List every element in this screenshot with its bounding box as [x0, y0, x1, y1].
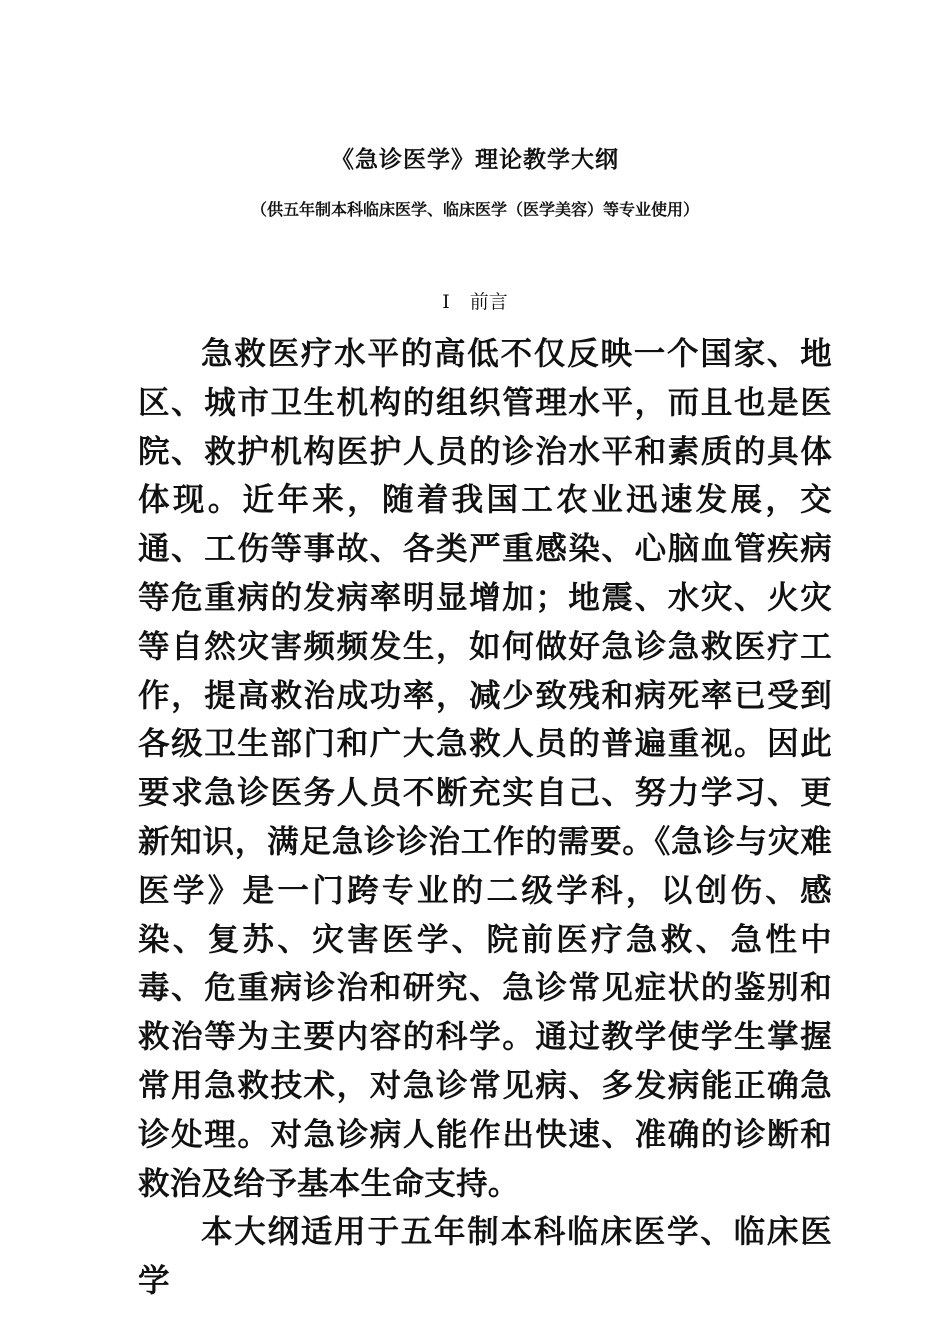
- body-text: [138, 330, 832, 1306]
- paragraph: 急救医疗水平的高低不仅反映一个国家、地区、城市卫生机构的组织管理水平，而且也是医院、救护机构医护人员的诊治水平和素质的具体体现。近年来，随着我国工农业迅速发展，交通、工伤等事故、各类严重感染、心脑血管疾病等危重病的发病率明显增加；地震、水灾、火灾等自然灾害频频发生，如何做好急诊急救医疗工作，提高救治成功率，减少致残和病死率已受到各级卫生部门和广大急救人员的普遍重视。因此要求急诊医务人员不断充实自己、努力学习、更新知识，满足急诊诊治工作的需要。《急诊与灾难医学》是一门跨专业的二级学科，以创伤、感染、复苏、灾害医学、院前医疗急救、急性中毒、危重病诊治和研究、急诊常见症状的鉴别和救治等为主要内容的科学。通过教学使学生掌握常用急救技术，对急诊常见病、多发病能正确急诊处理。对急诊病人能作出快速、准确的诊断和救治及给予基本生命支持。: [138, 335, 832, 1202]
- paragraph: 本大纲适用于五年制本科临床医学、临床医学: [138, 1213, 832, 1300]
- section-number: I: [442, 291, 450, 313]
- section-label: 前言: [469, 291, 508, 313]
- document-subtitle: （供五年制本科临床医学、临床医学（医学美容）等专业使用）: [250, 200, 699, 219]
- section-heading: [0, 288, 950, 316]
- document-title: 《急诊医学》理论教学大纲: [331, 146, 619, 173]
